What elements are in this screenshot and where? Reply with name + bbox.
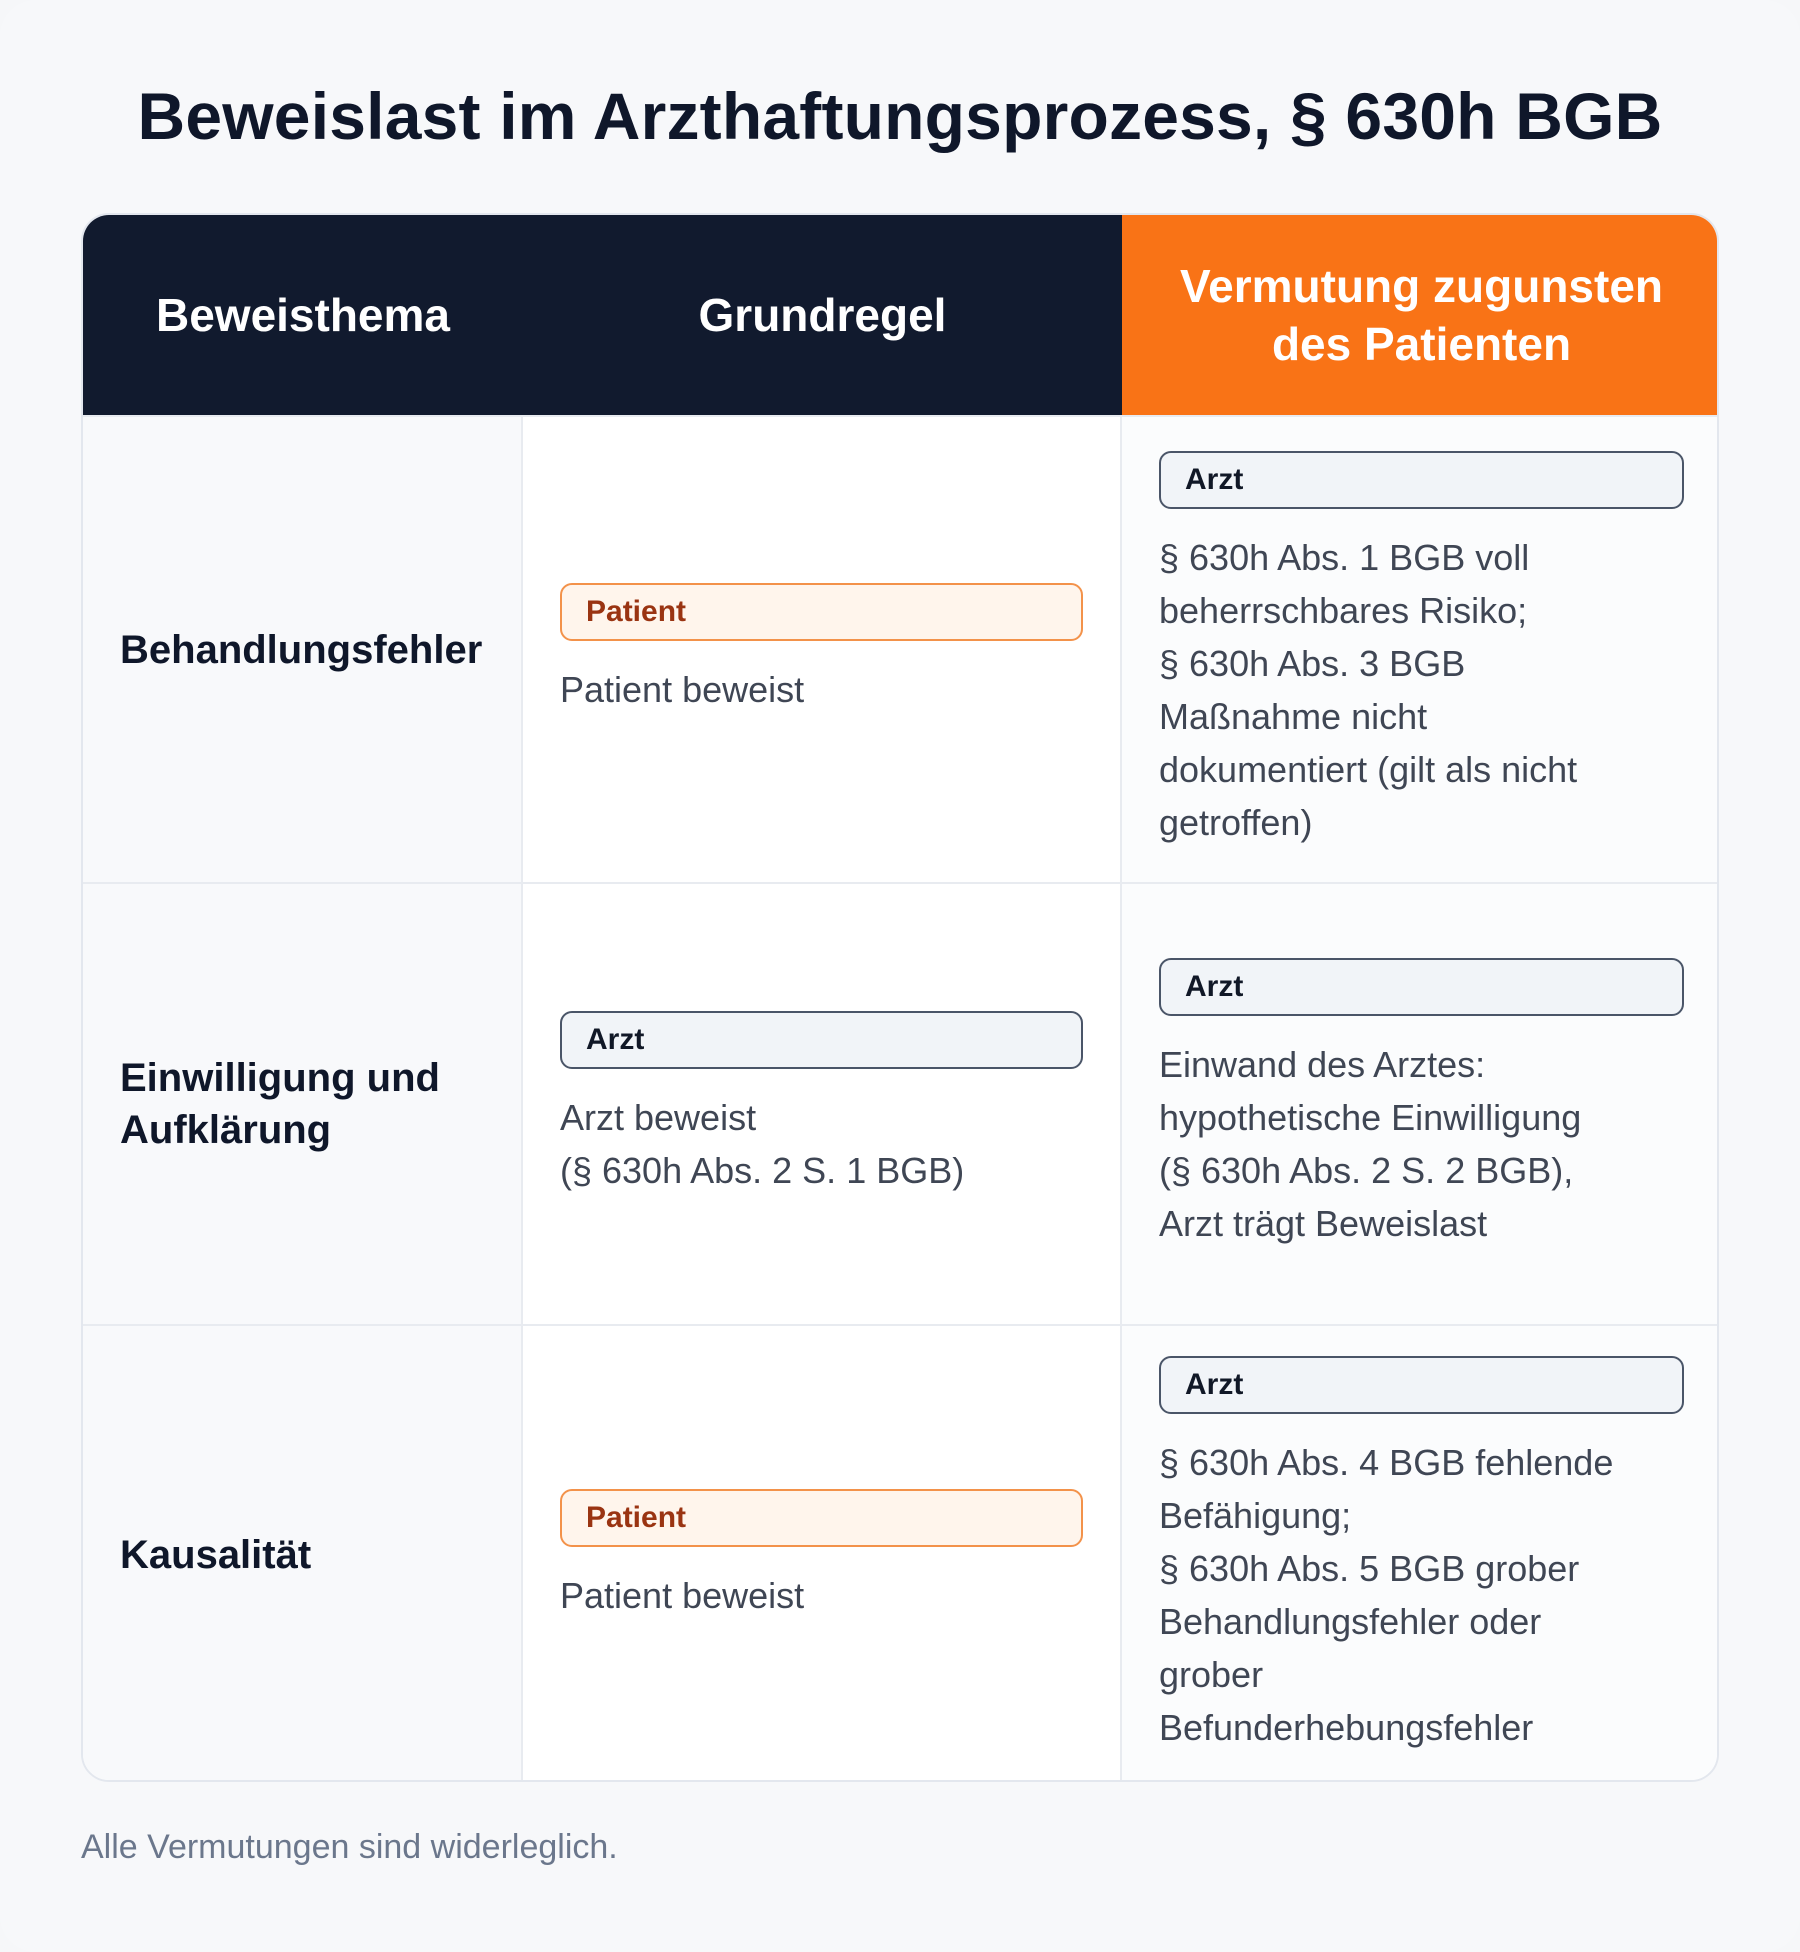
- presumption-cell: [1122, 1326, 1719, 1782]
- rule-text: Arzt beweist (§ 630h Abs. 2 S. 1 BGB): [560, 1097, 965, 1191]
- row-topic: Kausalität: [83, 1326, 523, 1782]
- rule-text: Patient beweist: [560, 1574, 805, 1616]
- presumption-text: § 630h Abs. 1 BGB voll beherrschbares Risiko; § 630h Abs. 3 BGB Maßnahme nicht dokumentiert (gilt als nicht getroffen): [1159, 536, 1578, 843]
- table-row: [83, 415, 1719, 882]
- rule-cell: [523, 1326, 1122, 1782]
- party-badge-arzt: Arzt: [1159, 1356, 1684, 1414]
- column-header-topic: Beweisthema: [155, 289, 450, 341]
- rule-cell: [523, 417, 1122, 882]
- party-badge-arzt: Arzt: [560, 1011, 1083, 1069]
- row-topic: Einwilligung und Aufklärung: [83, 884, 523, 1324]
- burden-of-proof-table: [81, 213, 1719, 1782]
- rule-cell: [523, 884, 1122, 1324]
- column-header-rule: Grundregel: [698, 289, 947, 341]
- party-badge-arzt: Arzt: [1159, 451, 1684, 509]
- column-header-presumption: Vermutung zugunsten des Patienten: [1180, 260, 1663, 370]
- presumption-cell: [1122, 884, 1719, 1324]
- rule-text: Patient beweist: [560, 669, 805, 710]
- party-badge-arzt: Arzt: [1159, 958, 1684, 1016]
- table-row: [83, 882, 1719, 1324]
- row-topic: Behandlungsfehler: [83, 417, 523, 882]
- party-badge-patient: Patient: [560, 1489, 1083, 1547]
- presumption-cell: [1122, 417, 1719, 882]
- table-row: [83, 1324, 1719, 1782]
- party-badge-patient: Patient: [560, 583, 1083, 641]
- presumption-text: § 630h Abs. 4 BGB fehlende Befähigung; § 630h Abs. 5 BGB grober Behandlungsfehler oder grober Befunderhebungsfehler: [1159, 1442, 1614, 1748]
- footnote: Alle Vermutungen sind widerleglich.: [81, 1828, 618, 1866]
- presumption-text: Einwand des Arztes: hypothetische Einwilligung (§ 630h Abs. 2 S. 2 BGB), Arzt trägt Beweislast: [1159, 1044, 1582, 1244]
- table-header: [83, 215, 1719, 415]
- page-title: Beweislast im Arzthaftungsprozess, § 630h BGB: [137, 79, 1663, 153]
